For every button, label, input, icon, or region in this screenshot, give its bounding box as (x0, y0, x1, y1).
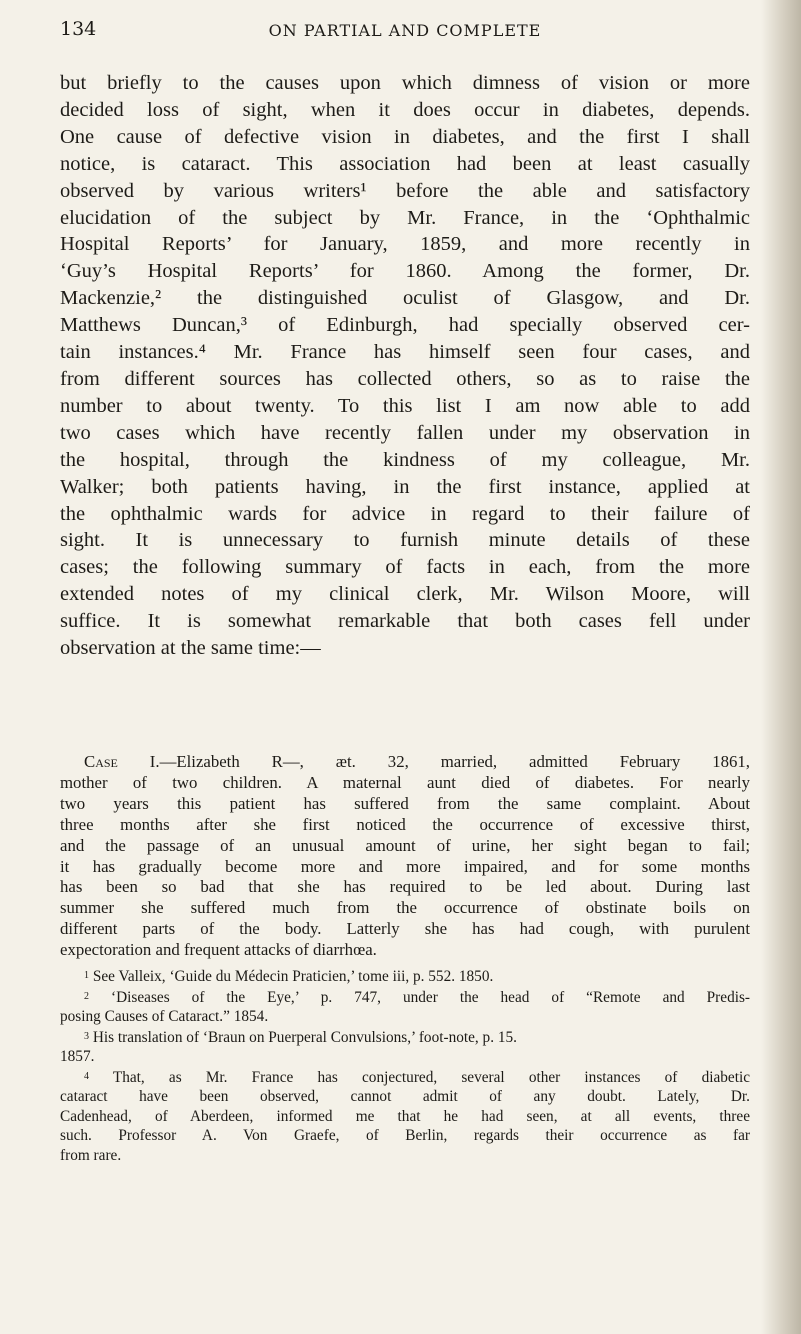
footnote-line: Cadenhead, of Aberdeen, informed me that he had seen, at all events, three (60, 1107, 750, 1125)
case-line: three months after she first noticed the occurrence of excessive thirst, (60, 814, 750, 834)
body-line: notice, is cataract. This association had been at least casually (60, 152, 750, 175)
footnote-text: His translation of ‘Braun on Puerperal Convulsions,’ foot-note, p. 15. (92, 1028, 517, 1046)
body-line: two cases which have recently fallen under my observation in (60, 421, 750, 444)
body-line: cases; the following summary of facts in each, from the more (60, 556, 750, 579)
body-line: Hospital Reports’ for January, 1859, and more recently in (60, 233, 750, 256)
body-line: Walker; both patients having, in the first instance, applied at (60, 475, 750, 498)
page-edge-shadow (761, 0, 801, 1334)
footnote-mark: 4 (84, 1070, 89, 1082)
body-line: Mackenzie,² the distinguished oculist of Glasgow, and Dr. (60, 287, 750, 310)
footnote-4 (60, 1067, 750, 1088)
case-line: mother of two children. A maternal aunt died of diabetes. For nearly (60, 772, 750, 792)
footnote-line: posing Causes of Cataract.” 1854. (60, 1008, 269, 1025)
case-report (60, 752, 750, 961)
footnotes (60, 966, 750, 1165)
body-line: Matthews Duncan,³ of Edinburgh, had specially observed cer- (60, 314, 750, 337)
body-line: but briefly to the causes upon which dimness of vision or more (60, 72, 750, 94)
page-header (60, 18, 750, 48)
body-line: sight. It is unnecessary to furnish minute details of these (60, 529, 750, 552)
footnote-text: That, as Mr. France has conjectured, several other instances of diabetic (112, 1068, 750, 1086)
case-line: and the passage of an unusual amount of urine, her sight began to fail; (60, 835, 750, 855)
case-first-line (60, 752, 750, 773)
case-line: —Elizabeth R—, æt. 32, married, admitted February 1861, (159, 752, 750, 771)
body-line: observation at the same time:— (60, 637, 321, 660)
footnote-mark: 2 (84, 990, 89, 1002)
body-line: number to about twenty. To this list I am now able to add (60, 394, 750, 417)
case-line: expectoration and frequent attacks of diarrhœa. (60, 940, 377, 960)
body-line: tain instances.⁴ Mr. France has himself seen four cases, and (60, 341, 750, 364)
footnote-line: from rare. (60, 1146, 122, 1164)
body-line: from different sources has collected others, so as to raise the (60, 367, 750, 390)
case-line: two years this patient has suffered from the same complaint. About (60, 793, 750, 813)
page-number: 134 (60, 18, 97, 40)
body-line: suffice. It is somewhat remarkable that both cases fell under (60, 610, 750, 633)
body-line: decided loss of sight, when it does occur in diabetes, depends. (60, 98, 750, 121)
body-line: elucidation of the subject by Mr. France, in the ‘Ophthalmic (60, 206, 750, 229)
footnote-text: See Valleix, ‘Guide du Médecin Praticien,’ tome iii, p. 552. 1850. (92, 968, 494, 985)
case-line: has been so bad that she has required to be led about. During last (60, 877, 750, 897)
footnote-text: ‘Diseases of the Eye,’ p. 747, under the head of “Remote and Predis- (111, 988, 751, 1006)
footnote-mark: 1 (84, 970, 89, 981)
footnote-mark: 3 (84, 1030, 89, 1042)
footnote-line: 1857. (60, 1048, 95, 1065)
footnote-line: such. Professor A. Von Graefe, of Berlin, regards their occurrence as far (60, 1127, 750, 1144)
running-head: ON PARTIAL AND COMPLETE (268, 21, 542, 40)
footnote-2 (60, 987, 750, 1008)
footnote-1 (60, 966, 750, 987)
case-line: different parts of the body. Latterly she has had cough, with purulent (60, 919, 750, 939)
case-line: summer she suffered much from the occurrence of obstinate boils on (60, 898, 750, 918)
body-line: extended notes of my clinical clerk, Mr. Wilson Moore, will (60, 583, 750, 606)
footnote-3 (60, 1027, 750, 1048)
body-paragraph (60, 70, 750, 662)
body-line: ‘Guy’s Hospital Reports’ for 1860. Among the former, Dr. (60, 260, 750, 283)
body-line: the hospital, through the kindness of my colleague, Mr. (60, 448, 750, 471)
case-label: Case I. (84, 752, 160, 771)
body-line: observed by various writers¹ before the able and satisfactory (60, 179, 750, 202)
footnote-line: cataract have been observed, cannot admit of any doubt. Lately, Dr. (60, 1088, 750, 1105)
body-line: One cause of defective vision in diabetes, and the first I shall (60, 125, 750, 148)
body-line: the ophthalmic wards for advice in regard to their failure of (60, 502, 750, 525)
case-line: it has gradually become more and more impaired, and for some months (60, 856, 750, 876)
